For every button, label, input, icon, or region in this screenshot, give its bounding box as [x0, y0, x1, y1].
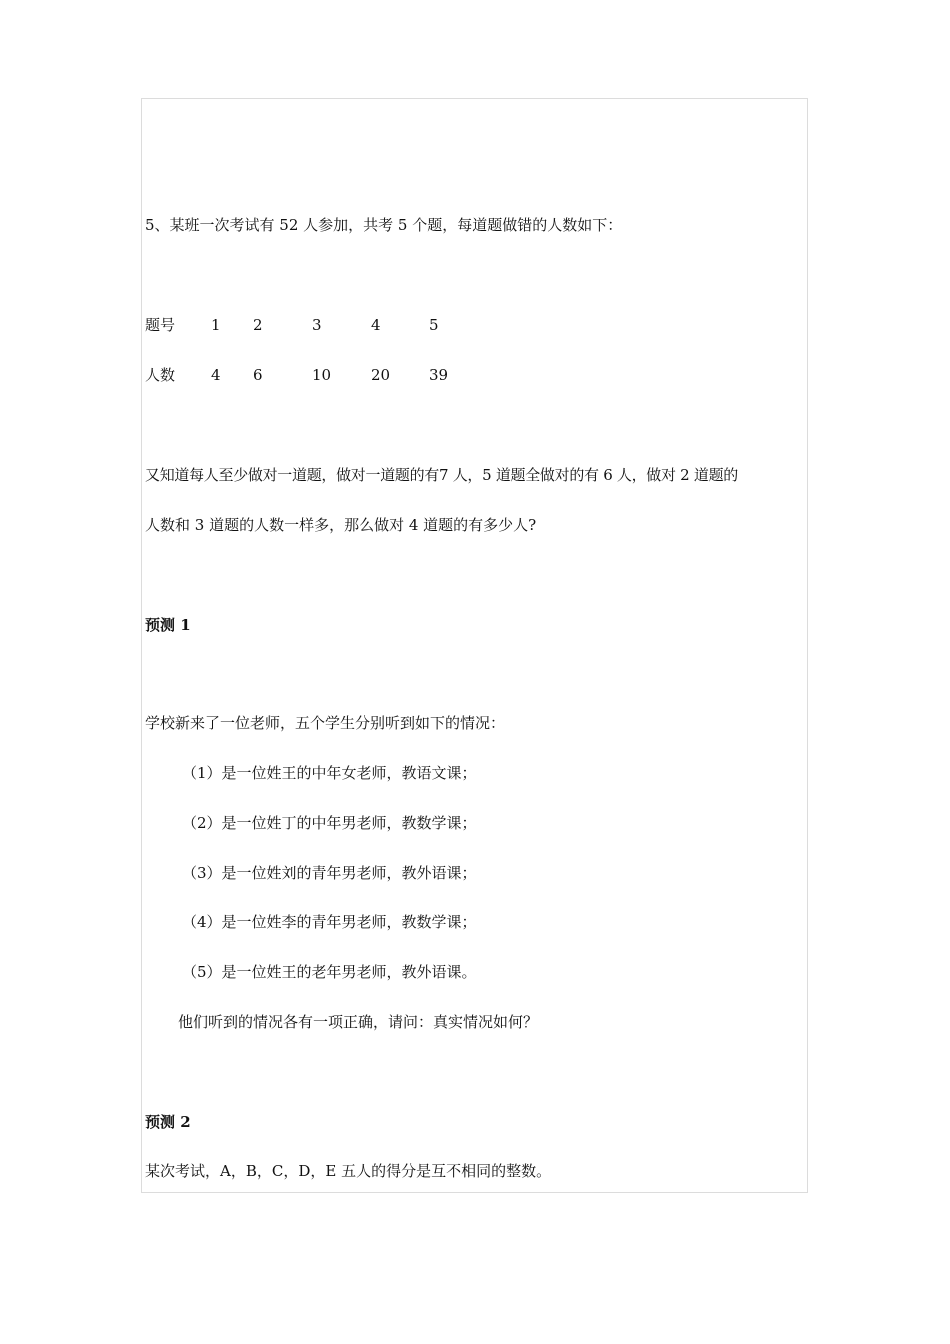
prediction1-item: （1）是一位姓王的中年女老师，教语文课； — [182, 764, 477, 782]
prediction1-item: （2）是一位姓丁的中年男老师，教数学课； — [182, 814, 477, 832]
table-row2-cell: 10 — [312, 366, 332, 384]
table-row2-label: 人数 — [145, 366, 176, 384]
table-row1-label: 题号 — [145, 316, 176, 334]
prediction1-heading: 预测 1 — [145, 616, 191, 634]
prediction1-item: （5）是一位姓王的老年男老师，教外语课。 — [182, 963, 477, 981]
table-row1-cell: 4 — [371, 316, 381, 334]
problem5-body-line1: 又知道每人至少做对一道题，做对一道题的有7 人，5 道题全做对的有 6 人，做对 2 道题的 — [145, 466, 738, 484]
table-row1-cell: 1 — [211, 316, 221, 334]
problem5-intro: 5、某班一次考试有 52 人参加，共考 5 个题，每道题做错的人数如下： — [145, 216, 623, 234]
table-row2-cell: 39 — [429, 366, 449, 384]
table-row1-cell: 2 — [253, 316, 263, 334]
prediction1-question: 他们听到的情况各有一项正确，请问：真实情况如何？ — [178, 1013, 539, 1031]
table-row2-cell: 6 — [253, 366, 263, 384]
table-row2-cell: 4 — [211, 366, 221, 384]
prediction1-item: （4）是一位姓李的青年男老师，教数学课； — [182, 913, 477, 931]
problem5-body-line2: 人数和 3 道题的人数一样多，那么做对 4 道题的有多少人? — [145, 516, 537, 534]
table-row1-cell: 3 — [312, 316, 322, 334]
prediction1-intro: 学校新来了一位老师，五个学生分别听到如下的情况： — [145, 714, 506, 732]
table-row1-cell: 5 — [429, 316, 439, 334]
table-row2-cell: 20 — [371, 366, 391, 384]
prediction1-item: （3）是一位姓刘的青年男老师，教外语课； — [182, 864, 477, 882]
prediction2-heading: 预测 2 — [145, 1113, 191, 1131]
prediction2-intro: 某次考试，A，B，C，D，E 五人的得分是互不相同的整数。 — [145, 1162, 552, 1180]
